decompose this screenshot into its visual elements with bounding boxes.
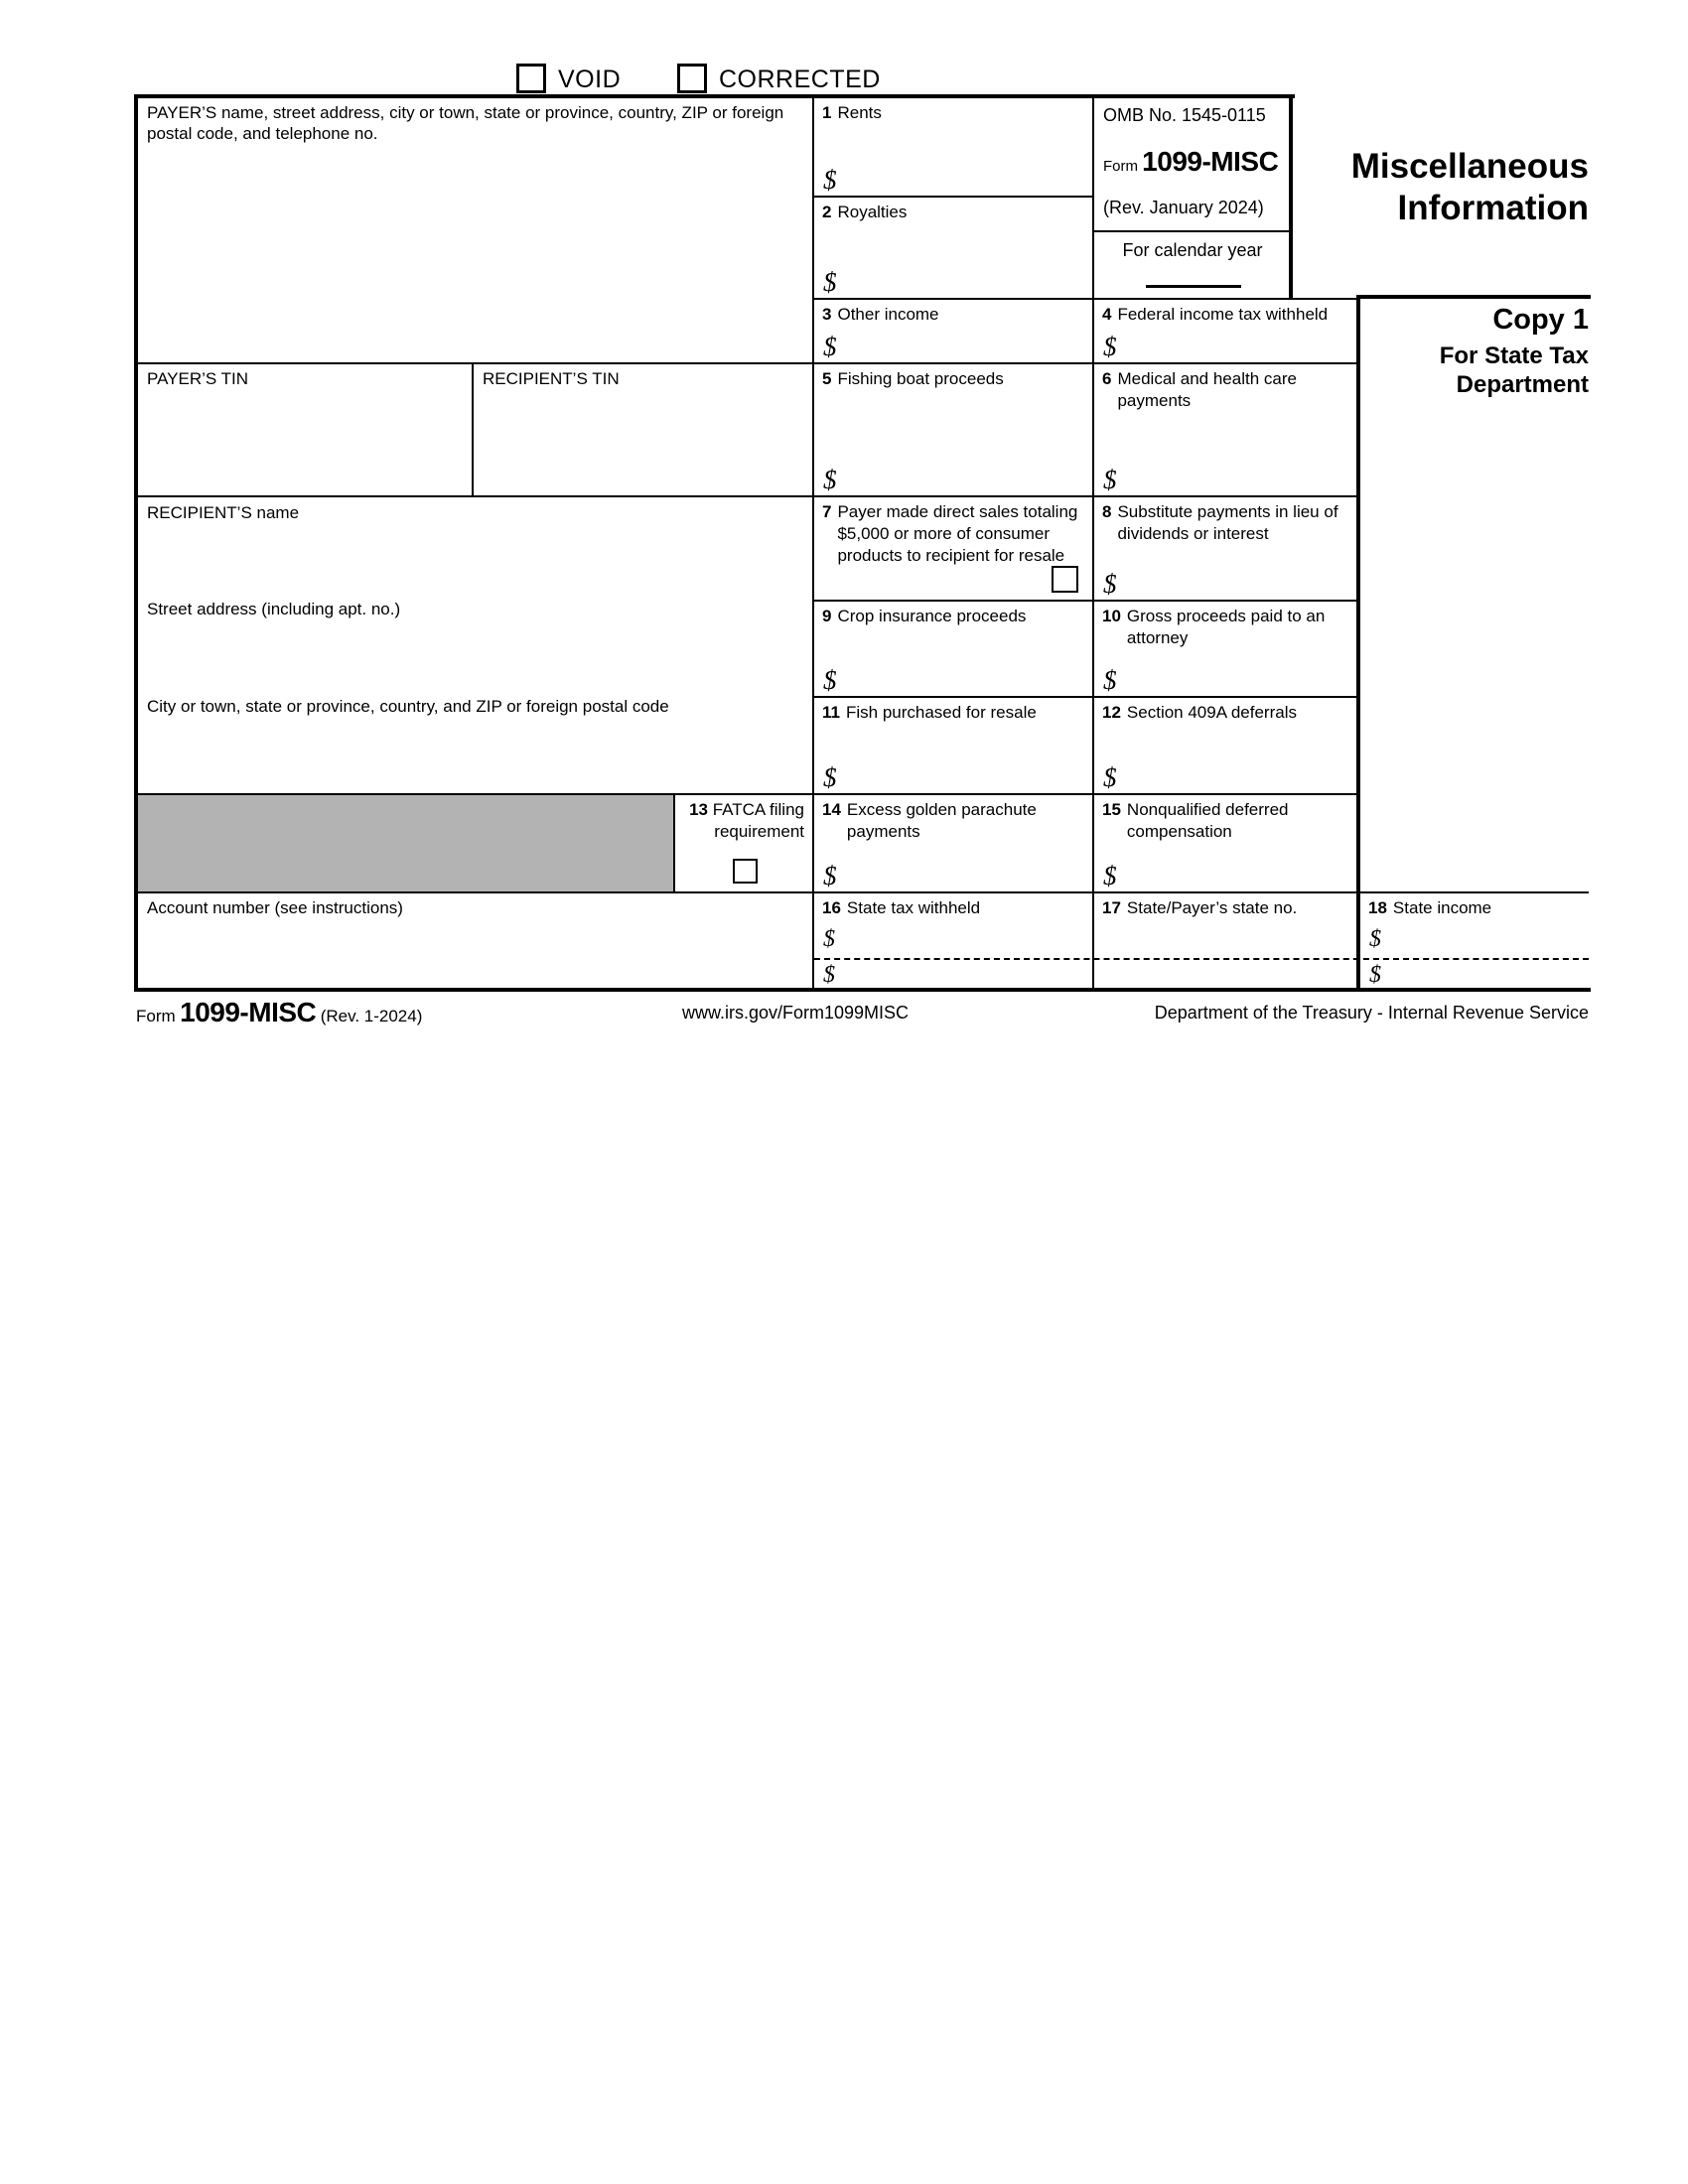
footer-url: www.irs.gov/Form1099MISC xyxy=(682,1003,910,1023)
payer-tin-field[interactable] xyxy=(136,362,474,497)
box-3-label xyxy=(814,300,1092,326)
box-label-text: Payer made direct sales totaling $5,000 or more of consumer products to recipient for resale xyxy=(837,502,1078,566)
box-label-text: State/Payer’s state no. xyxy=(1126,898,1298,917)
omb-block xyxy=(1092,96,1293,232)
form-title xyxy=(1351,146,1589,229)
box-4-federal-tax-field[interactable] xyxy=(1092,298,1360,364)
form-title-line2: Information xyxy=(1397,189,1589,227)
recipient-tin-field[interactable] xyxy=(472,362,814,497)
recipient-address-area[interactable] xyxy=(136,495,814,795)
box-label-text: Rents xyxy=(837,103,882,122)
box-number: 12 xyxy=(1102,703,1121,722)
box-number: 9 xyxy=(822,607,832,625)
box-7-direct-sales-field[interactable] xyxy=(812,495,1094,602)
account-number-label: Account number (see instructions) xyxy=(147,898,403,917)
box-11-fish-purchased-field[interactable] xyxy=(812,696,1094,795)
direct-sales-checkbox[interactable] xyxy=(1052,566,1078,593)
dollar-sign: $ xyxy=(823,962,835,988)
box-14-label xyxy=(814,795,1092,843)
box-label-text: Excess golden parachute payments xyxy=(846,800,1037,842)
calendar-year-block xyxy=(1092,230,1293,300)
footer-revision: (Rev. 1-2024) xyxy=(320,1007,423,1025)
box-15-nonqualified-comp-field[interactable] xyxy=(1092,793,1360,893)
box-17-label xyxy=(1094,893,1358,919)
box-9-label xyxy=(814,602,1092,627)
void-checkbox[interactable] xyxy=(516,64,546,93)
box-number: 10 xyxy=(1102,607,1121,625)
box-number: 7 xyxy=(822,502,832,521)
box-14-golden-parachute-field[interactable] xyxy=(812,793,1094,893)
dollar-sign: $ xyxy=(823,165,837,195)
dollar-sign: $ xyxy=(823,465,837,494)
footer-form-id xyxy=(136,997,422,1028)
box-8-label xyxy=(1094,497,1358,545)
dollar-sign: $ xyxy=(1103,465,1117,494)
box-number: 3 xyxy=(822,305,832,324)
footer-form-number: 1099-MISC xyxy=(180,997,317,1027)
box-12-label xyxy=(1094,698,1358,724)
city-state-zip-label: City or town, state or province, country, and ZIP or foreign postal code xyxy=(147,697,669,716)
box-number: 14 xyxy=(822,800,841,819)
box-label-text: Other income xyxy=(837,305,939,324)
box-10-label xyxy=(1094,602,1358,649)
form-number: 1099-MISC xyxy=(1142,146,1279,177)
box-2-royalties-field[interactable] xyxy=(812,196,1094,300)
footer-form-word: Form xyxy=(136,1007,176,1025)
box-label-text: State income xyxy=(1392,898,1492,917)
dollar-sign: $ xyxy=(1103,332,1117,361)
box-3-other-income-field[interactable] xyxy=(812,298,1094,364)
void-label: VOID xyxy=(558,66,622,93)
form-revision: (Rev. January 2024) xyxy=(1103,198,1264,217)
calendar-year-field[interactable] xyxy=(1146,285,1241,288)
box-label-text: State tax withheld xyxy=(846,898,981,917)
dollar-sign: $ xyxy=(1103,665,1117,695)
recipient-tin-label: RECIPIENT’S TIN xyxy=(483,369,620,388)
copy-label: Copy 1 xyxy=(1492,304,1589,336)
box-18-state-income-field[interactable] xyxy=(1358,891,1589,992)
copy-column-top-border xyxy=(1356,295,1591,299)
box-4-label xyxy=(1094,300,1358,326)
dollar-sign: $ xyxy=(1369,962,1381,988)
box-18-label xyxy=(1360,893,1589,919)
box-1-rents-field[interactable] xyxy=(812,96,1094,198)
box-label-text: Fishing boat proceeds xyxy=(837,369,1004,388)
corrected-label: CORRECTED xyxy=(719,66,881,93)
box-15-label xyxy=(1094,795,1358,843)
box-number: 16 xyxy=(822,898,841,917)
box-number: 17 xyxy=(1102,898,1121,917)
dollar-sign: $ xyxy=(1103,762,1117,792)
box-number: 8 xyxy=(1102,502,1112,521)
dollar-sign: $ xyxy=(1103,861,1117,890)
box-2-label xyxy=(814,198,1092,223)
box-label-text: Royalties xyxy=(837,203,908,221)
copy-column-left-border xyxy=(1356,295,1360,992)
fatca-checkbox[interactable] xyxy=(733,859,758,884)
box-11-label xyxy=(814,698,1092,724)
box-8-substitute-payments-field[interactable] xyxy=(1092,495,1360,602)
calendar-year-label: For calendar year xyxy=(1122,240,1263,260)
box-12-409a-deferrals-field[interactable] xyxy=(1092,696,1360,795)
box-16-state-tax-field[interactable] xyxy=(812,891,1094,992)
payer-tin-label: PAYER’S TIN xyxy=(147,369,249,388)
box-number: 11 xyxy=(822,703,840,722)
footer xyxy=(136,993,1589,1028)
box-label-text: Crop insurance proceeds xyxy=(837,607,1027,625)
dollar-sign: $ xyxy=(823,665,837,695)
copy-block xyxy=(1440,304,1589,400)
box-6-label xyxy=(1094,364,1358,412)
dollar-sign: $ xyxy=(823,267,837,297)
dollar-sign: $ xyxy=(1103,569,1117,599)
box-label-text: Fish purchased for resale xyxy=(845,703,1037,722)
form-left-border xyxy=(134,94,138,992)
box-label-text: Nonqualified deferred compensation xyxy=(1126,800,1289,842)
box-label-text: FATCA filing requirement xyxy=(712,800,804,842)
form-title-line1: Miscellaneous xyxy=(1350,147,1589,186)
box-label-text: Medical and health care payments xyxy=(1117,369,1297,411)
box-16-label xyxy=(814,893,1092,919)
box-17-state-number-field[interactable] xyxy=(1092,891,1360,992)
dollar-sign: $ xyxy=(823,926,835,952)
box-number: 2 xyxy=(822,203,832,221)
box-13-fatca-field[interactable] xyxy=(673,793,814,893)
footer-agency: Department of the Treasury - Internal Revenue Service xyxy=(1154,1003,1589,1023)
payer-info-field[interactable] xyxy=(136,96,814,364)
dollar-sign: $ xyxy=(823,332,837,361)
box-number: 5 xyxy=(822,369,832,388)
box-number: 6 xyxy=(1102,369,1112,388)
box-label-text: Section 409A deferrals xyxy=(1126,703,1297,722)
shaded-area xyxy=(136,793,675,893)
box-number: 1 xyxy=(822,103,832,122)
box-1-label xyxy=(814,98,1092,124)
dollar-sign: $ xyxy=(823,861,837,890)
corrected-checkbox[interactable] xyxy=(677,64,707,93)
copy-for-line2: Department xyxy=(1456,371,1589,399)
box-6-medical-payments-field[interactable] xyxy=(1092,362,1360,497)
form-top-border xyxy=(134,94,1295,98)
street-address-label: Street address (including apt. no.) xyxy=(147,600,401,618)
recipient-name-label: RECIPIENT’S name xyxy=(147,503,300,522)
box-10-gross-proceeds-field[interactable] xyxy=(1092,600,1360,698)
box-5-fishing-boat-field[interactable] xyxy=(812,362,1094,497)
box-number: 13 xyxy=(689,800,708,819)
omb-right-border xyxy=(1289,94,1293,300)
omb-number: OMB No. 1545-0115 xyxy=(1103,105,1266,125)
payer-info-label: PAYER’S name, street address, city or town, state or province, country, ZIP or foreign postal code, and telephone no. xyxy=(147,103,784,144)
box-label-text: Gross proceeds paid to an attorney xyxy=(1126,607,1326,648)
box-5-label xyxy=(814,364,1092,390)
box-label-text: Substitute payments in lieu of dividends or interest xyxy=(1117,502,1338,544)
box-13-label xyxy=(675,795,812,843)
account-number-field[interactable] xyxy=(136,891,814,992)
box-number: 15 xyxy=(1102,800,1121,819)
box-label-text: Federal income tax withheld xyxy=(1117,305,1329,324)
box-9-crop-insurance-field[interactable] xyxy=(812,600,1094,698)
box-7-label xyxy=(814,497,1092,567)
box-number: 4 xyxy=(1102,305,1112,324)
dollar-sign: $ xyxy=(823,762,837,792)
form-bottom-border xyxy=(134,988,1591,992)
copy-for-line1: For State Tax xyxy=(1439,342,1589,370)
dollar-sign: $ xyxy=(1369,926,1381,952)
box-number: 18 xyxy=(1368,898,1387,917)
form-word: Form xyxy=(1103,158,1138,175)
state-row-dashed-divider xyxy=(814,958,1589,960)
form-number-block xyxy=(1103,146,1278,178)
